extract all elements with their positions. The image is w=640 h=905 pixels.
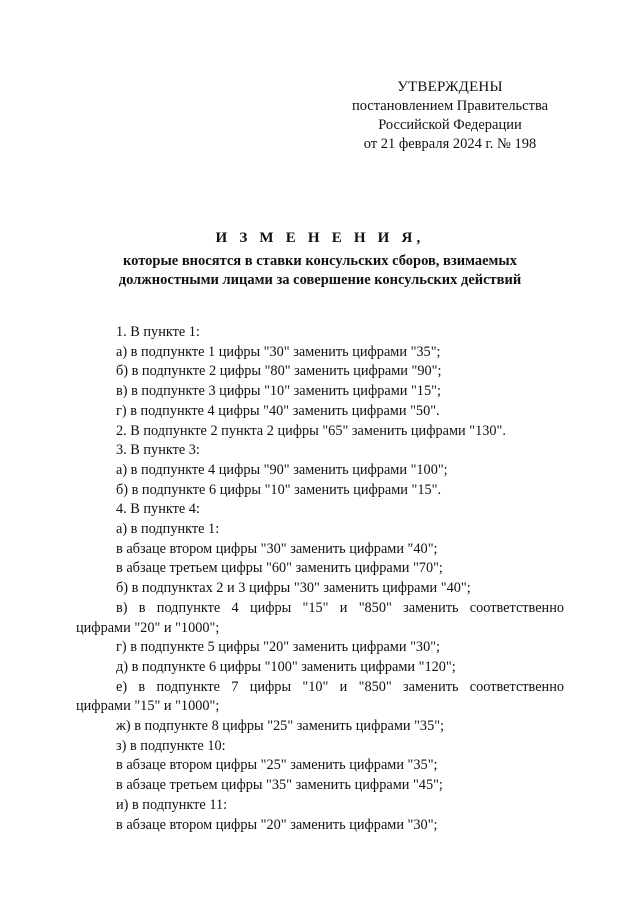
body-line: е) в подпункте 7 цифры "10" и "850" заменить соответственно: [116, 678, 564, 695]
title-main: И З М Е Н Е Н И Я,: [215, 230, 425, 246]
approval-heading: УТВЕРЖДЕНЫ: [397, 79, 503, 95]
body-line: б) в подпункте 6 цифры "10" заменить цифрами "15".: [116, 481, 442, 498]
document-body: [76, 323, 564, 835]
title-subtitle-line: которые вносятся в ставки консульских сборов, взимаемых: [123, 253, 517, 269]
body-line: б) в подпунктах 2 и 3 цифры "30" заменить цифрами "40";: [116, 580, 471, 597]
body-line: цифрами "15" и "1000";: [76, 698, 220, 715]
body-line: д) в подпункте 6 цифры "100" заменить цифрами "120";: [116, 658, 456, 675]
body-line: в) в подпункте 4 цифры "15" и "850" заменить соответственно: [116, 599, 564, 616]
body-line: г) в подпункте 5 цифры "20" заменить цифрами "30";: [116, 639, 441, 656]
body-line: а) в подпункте 1:: [116, 521, 220, 538]
body-line: б) в подпункте 2 цифры "80" заменить цифрами "90";: [116, 363, 442, 380]
body-line: 1. В пункте 1:: [116, 324, 200, 340]
body-line: в) в подпункте 3 цифры "10" заменить цифрами "15";: [116, 383, 441, 400]
body-line: в абзаце третьем цифры "60" заменить цифрами "70";: [116, 560, 443, 577]
title-subtitle-line: должностными лицами за совершение консульских действий: [118, 272, 522, 288]
body-line: в абзаце третьем цифры "35" заменить цифрами "45";: [116, 777, 443, 794]
body-line: ж) в подпункте 8 цифры "25" заменить цифрами "35";: [116, 718, 445, 735]
body-line: и) в подпункте 11:: [116, 796, 228, 813]
body-line: в абзаце втором цифры "25" заменить цифрами "35";: [116, 757, 438, 774]
approval-block: [330, 78, 570, 154]
body-line: в абзаце втором цифры "30" заменить цифрами "40";: [116, 540, 438, 557]
body-line: цифрами "20" и "1000";: [76, 619, 220, 636]
approval-date-line: от 21 февраля 2024 г. № 198: [363, 136, 537, 152]
body-line: г) в подпункте 4 цифры "40" заменить цифрами "50".: [116, 402, 440, 419]
document-title: [60, 229, 580, 290]
body-line: 2. В подпункте 2 пункта 2 цифры "65" заменить цифрами "130".: [116, 422, 506, 439]
body-line: 3. В пункте 3:: [116, 442, 200, 459]
body-line: з) в подпункте 10:: [116, 737, 226, 754]
body-line: в абзаце втором цифры "20" заменить цифрами "30";: [116, 816, 438, 833]
body-line: а) в подпункте 1 цифры "30" заменить цифрами "35";: [116, 343, 441, 360]
approval-line: Российской Федерации: [378, 117, 522, 133]
body-line: а) в подпункте 4 цифры "90" заменить цифрами "100";: [116, 461, 448, 478]
approval-line: постановлением Правительства: [351, 98, 549, 114]
body-line: 4. В пункте 4:: [116, 501, 200, 518]
